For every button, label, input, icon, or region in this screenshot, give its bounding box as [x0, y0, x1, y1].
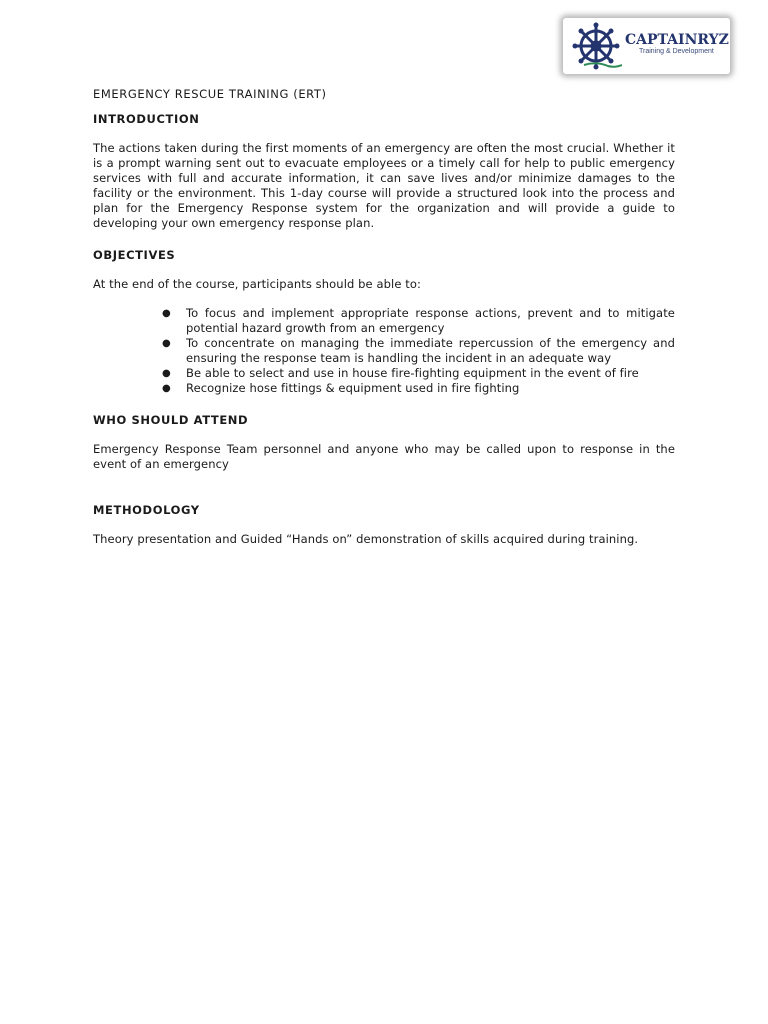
objective-text: Recognize hose fittings & equipment used in fire fighting: [186, 381, 520, 395]
ship-wheel-icon: [570, 21, 622, 73]
objectives-list: [93, 306, 675, 396]
objective-text: Be able to select and use in house fire-fighting equipment in the event of fire: [186, 366, 639, 380]
list-item: [162, 336, 675, 366]
bullet-icon: ●: [162, 338, 171, 349]
logo-name: CAPTAINRYZ: [625, 32, 729, 48]
list-item: [162, 306, 675, 336]
objective-text: To focus and implement appropriate response actions, prevent and to mitigate potential hazard growth from an emergency: [186, 306, 675, 335]
introduction-text: The actions taken during the first moments of an emergency are often the most crucial. Whether it is a prompt warning sent out to evacuate employees or a timely call for help to public emergency services with full and accurate information, it can save lives and/or minimize damages to the facility or the environment. This 1-day course will provide a structured look into the process and plan for the Emergency Response system for the organization and will provide a guide to developing your own emergency response plan.: [93, 141, 675, 230]
bullet-icon: ●: [162, 383, 171, 394]
who-should-attend-text: Emergency Response Team personnel and anyone who may be called upon to response in the event of an emergency: [93, 442, 675, 471]
methodology-heading: METHODOLOGY: [93, 503, 200, 517]
bullet-icon: ●: [162, 368, 171, 379]
methodology-text: Theory presentation and Guided “Hands on” demonstration of skills acquired during training.: [93, 532, 639, 546]
logo-tagline: Training & Development: [639, 48, 714, 55]
who-should-attend-heading: WHO SHOULD ATTEND: [93, 413, 249, 427]
introduction-heading: INTRODUCTION: [93, 112, 200, 126]
company-logo: [563, 18, 730, 74]
bullet-icon: ●: [162, 308, 171, 319]
document-title: EMERGENCY RESCUE TRAINING (ERT): [93, 87, 327, 101]
objective-text: To concentrate on managing the immediate repercussion of the emergency and ensuring the response team is handling the incident in an adequate way: [186, 336, 675, 365]
objectives-intro: At the end of the course, participants should be able to:: [93, 277, 421, 291]
list-item: [162, 381, 675, 396]
list-item: [162, 366, 675, 381]
document-body: [93, 86, 675, 547]
objectives-heading: OBJECTIVES: [93, 248, 176, 262]
